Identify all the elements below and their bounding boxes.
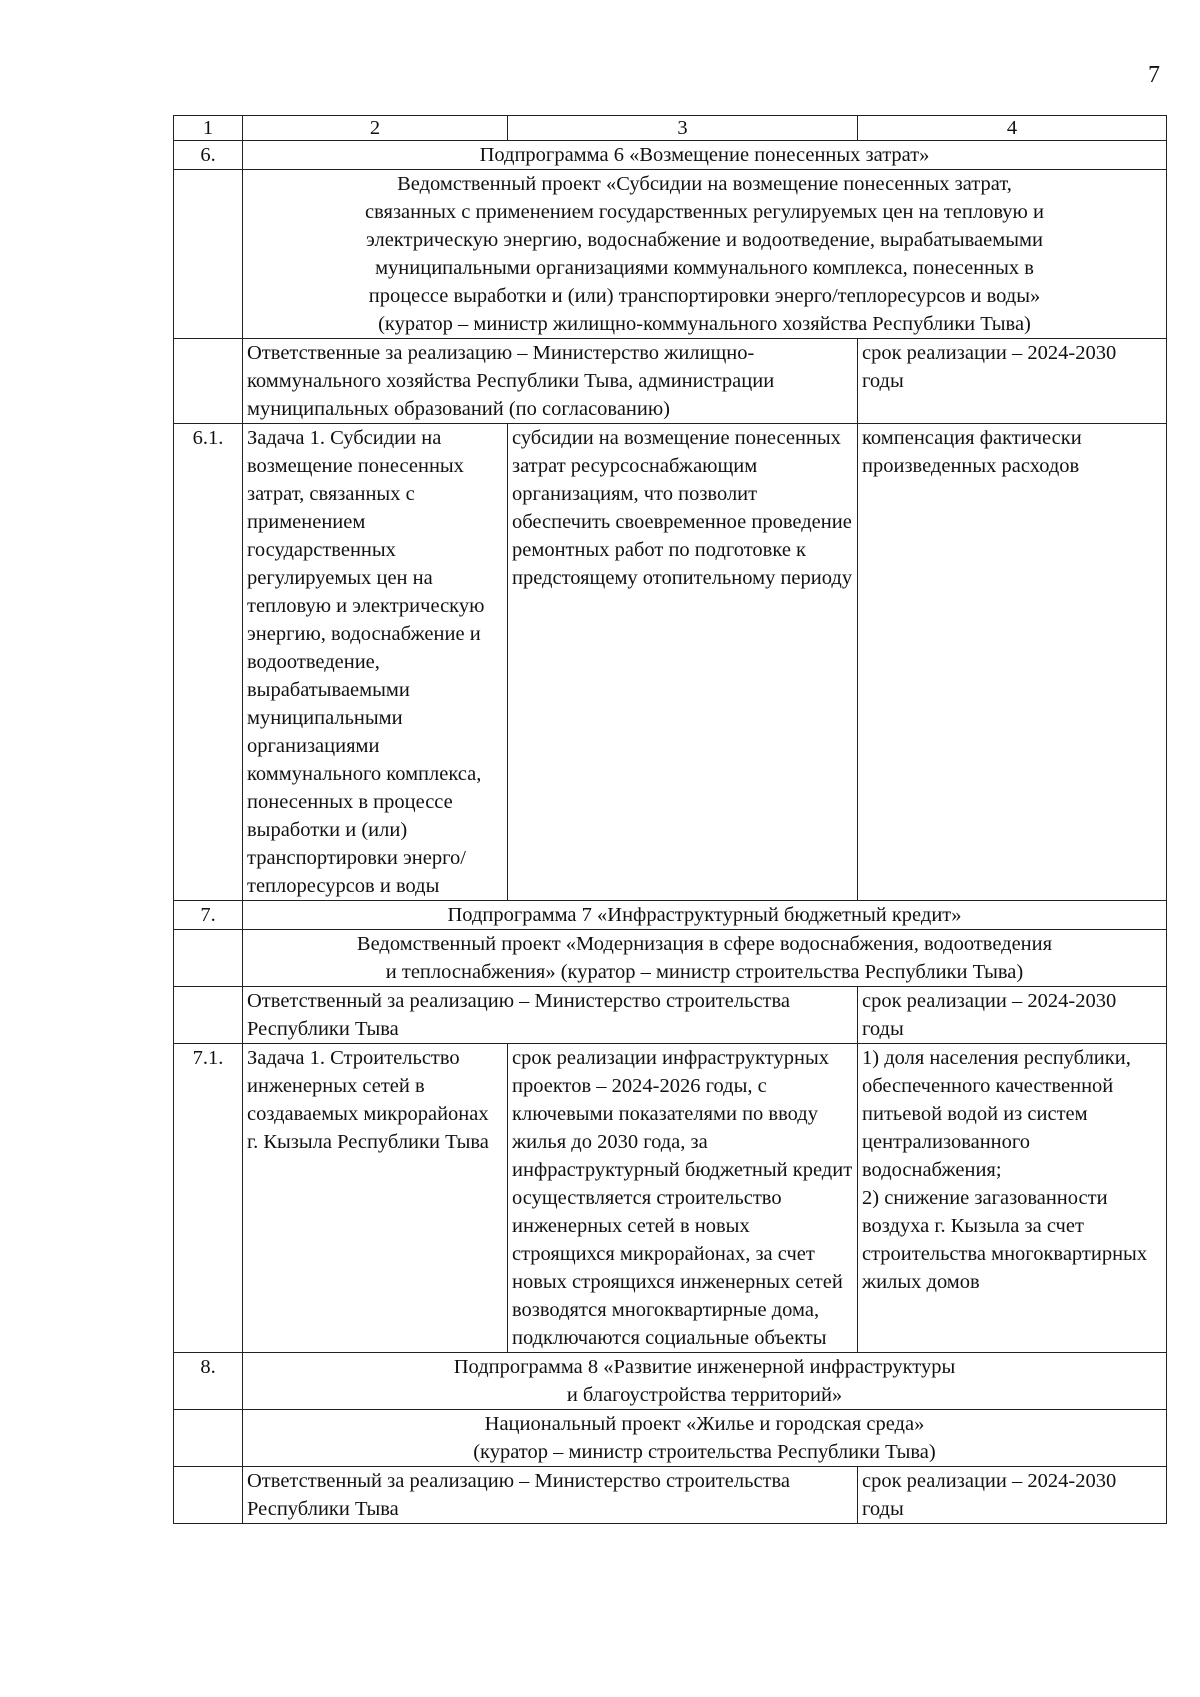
sec8-term: срок реализации – 2024-2030 годы [858, 1467, 1167, 1524]
sec7-term: срок реализации – 2024-2030 годы [858, 987, 1167, 1044]
sec6-task-results: компенсация фактически произведенных расходов [858, 424, 1167, 901]
sec8-responsible: Ответственный за реализацию – Министерство строительства Республики Тыва [243, 1467, 858, 1524]
sec8-title-line: и благоустройства территорий» [566, 1384, 843, 1406]
sec7-responsible-row [174, 987, 1167, 1044]
sec7-responsible: Ответственный за реализацию – Министерство строительства Республики Тыва [243, 987, 858, 1044]
sec7-responsible-empty-cell [174, 987, 243, 1044]
sec6-task-description: Задача 1. Субсидии на возмещение понесенных затрат, связанных с применением государственных регулируемых цен на тепловую и электрическую энергию, водоснабжение и водоотведение, вырабатываемыми муниципальными организациями коммунального комплекса, понесенных в процессе выработки и (или) транспортировки энерго/ теплоресурсов и воды [243, 424, 508, 901]
sec6-project-row [174, 170, 1167, 339]
header-row [174, 116, 1167, 141]
sec7-project-row [174, 930, 1167, 987]
sec8-project-line: Национальный проект «Жилье и городская среда» [484, 1413, 925, 1435]
header-col-1: 1 [174, 116, 243, 141]
sec6-project-line: электрическую энергию, водоснабжение и водоотведение, вырабатываемыми [366, 229, 1043, 251]
sec6-project-line: связанных с применением государственных регулируемых цен на тепловую и [365, 201, 1044, 223]
sec7-task-row [174, 1044, 1167, 1353]
sec6-title-row [174, 141, 1167, 170]
sec6-responsible: Ответственные за реализацию – Министерство жилищно-коммунального хозяйства Республики Тыва, администрации муниципальных образований (по согласованию) [243, 339, 858, 424]
sec6-responsible-empty-cell [174, 339, 243, 424]
sec7-title: Подпрограмма 7 «Инфраструктурный бюджетный кредит» [243, 901, 1167, 930]
sec8-responsible-row [174, 1467, 1167, 1524]
sec7-title-row [174, 901, 1167, 930]
sec7-task-results [858, 1044, 1167, 1353]
sec6-project-line: Ведомственный проект «Субсидии на возмещение понесенных затрат, [397, 173, 1012, 195]
sec8-project-row [174, 1410, 1167, 1467]
sec7-task-description: Задача 1. Строительство инженерных сетей в создаваемых микрорайонах г. Кызыла Республики Тыва [243, 1044, 508, 1353]
sec8-project [243, 1410, 1167, 1467]
sec7-result-item: 1) доля населения республики, обеспеченного качественной питьевой водой из систем централизованного водоснабжения; [862, 1047, 1131, 1181]
sec8-project-line: (куратор – министр строительства Республики Тыва) [473, 1441, 936, 1463]
sec8-title [243, 1353, 1167, 1410]
sec8-number: 8. [174, 1353, 243, 1410]
header-col-2: 2 [243, 116, 508, 141]
sec8-title-row [174, 1353, 1167, 1410]
sec6-project-line: (куратор – министр жилищно-коммунального хозяйства Республики Тыва) [378, 313, 1031, 335]
sec6-task-row [174, 424, 1167, 901]
sec6-project-line: муниципальными организациями коммунального комплекса, понесенных в [375, 257, 1034, 279]
sec6-task-number: 6.1. [174, 424, 243, 901]
sec7-project-line: и теплоснабжения» (куратор – министр строительства Республики Тыва) [385, 961, 1024, 983]
sec6-task-measures: субсидии на возмещение понесенных затрат ресурсоснабжающим организациям, что позволит обеспечить своевременное проведение ремонтных работ по подготовке к предстоящему отопительному периоду [508, 424, 858, 901]
sec8-project-empty-cell [174, 1410, 243, 1467]
sec8-title-line: Подпрограмма 8 «Развитие инженерной инфраструктуры [453, 1356, 956, 1378]
sec7-task-measures: срок реализации инфраструктурных проектов – 2024-2026 годы, с ключевыми показателями по вводу жилья до 2030 года, за инфраструктурный бюджетный кредит осуществляется строительство инженерных сетей в новых строящихся микрорайонах, за счет новых строящихся инженерных сетей возводятся многоквартирные дома, подключаются социальные объекты [508, 1044, 858, 1353]
sec6-term: срок реализации – 2024-2030 годы [858, 339, 1167, 424]
sec7-project [243, 930, 1167, 987]
sec6-project-line: процессе выработки и (или) транспортировки энерго/теплоресурсов и воды» [368, 285, 1041, 307]
page-number: 7 [1148, 62, 1160, 88]
sec6-title: Подпрограмма 6 «Возмещение понесенных затрат» [243, 141, 1167, 170]
header-col-3: 3 [508, 116, 858, 141]
program-table [173, 115, 1167, 1524]
sec6-project [243, 170, 1167, 339]
sec7-task-number: 7.1. [174, 1044, 243, 1353]
sec6-project-empty-cell [174, 170, 243, 339]
sec7-number: 7. [174, 901, 243, 930]
sec6-number: 6. [174, 141, 243, 170]
sec7-project-empty-cell [174, 930, 243, 987]
sec6-responsible-row [174, 339, 1167, 424]
header-col-4: 4 [858, 116, 1167, 141]
sec8-responsible-empty-cell [174, 1467, 243, 1524]
sec7-result-item: 2) снижение загазованности воздуха г. Кызыла за счет строительства многоквартирных жилых домов [862, 1187, 1148, 1293]
sec7-project-line: Ведомственный проект «Модернизация в сфере водоснабжения, водоотведения [356, 933, 1053, 955]
